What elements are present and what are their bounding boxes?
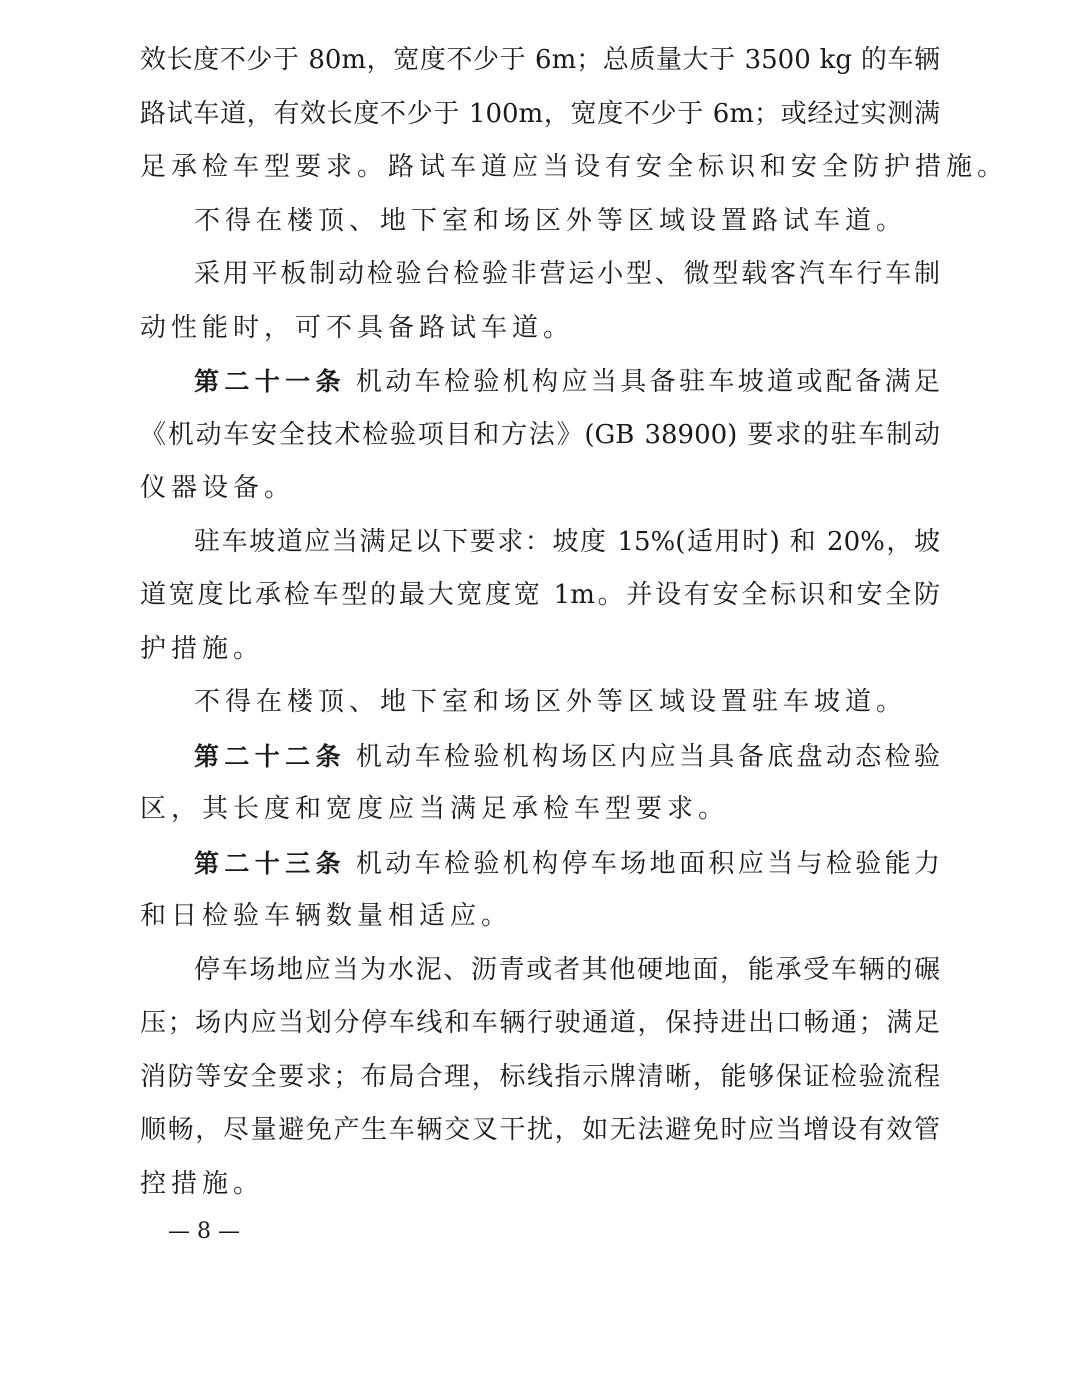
- text-line: 足承检车型要求。路试车道应当设有安全标识和安全防护措施。: [140, 152, 1009, 182]
- text-line: 路试车道，有效长度不少于 100m，宽度不少于 6m；或经过实测满: [140, 98, 940, 129]
- text-line: 区，其长度和宽度应当满足承检车型要求。: [140, 794, 730, 824]
- text-line: 停车场地应当为水泥、沥青或者其他硬地面，能承受车辆的碾: [194, 954, 940, 985]
- text-line: 机动车检验机构停车场地面积应当与检验能力: [355, 848, 940, 879]
- text-line: 道宽度比承检车型的最大宽度宽 1m。并设有安全标识和安全防: [140, 580, 940, 610]
- text-line: 控措施。: [140, 1168, 265, 1199]
- document-body: [140, 34, 1009, 1211]
- text-line: 仪器设备。: [140, 473, 296, 503]
- text-line: 不得在楼顶、地下室和场区外等区域设置驻车坡道。: [194, 687, 908, 717]
- page-number: — 8 —: [168, 1219, 240, 1244]
- text-line: 驻车坡道应当满足以下要求：坡度 15%(适用时) 和 20%，坡: [194, 526, 940, 557]
- text-line: 消防等安全要求；布局合理，标线指示牌清晰，能够保证检验流程: [140, 1061, 940, 1092]
- text-line: 机动车检验机构场区内应当具备底盘动态检验: [355, 741, 940, 772]
- article-23-line: [140, 837, 940, 891]
- text-line: 顺畅，尽量避免产生车辆交叉干扰，如无法避免时应当增设有效管: [140, 1115, 940, 1145]
- text-line: 采用平板制动检验台检验非营运小型、微型载客汽车行车制: [194, 259, 940, 289]
- text-line: 《机动车安全技术检验项目和方法》(GB 38900) 要求的驻车制动: [140, 419, 940, 450]
- text-line: 和日检验车辆数量相适应。: [140, 901, 513, 931]
- article-23-heading: 第二十三条: [194, 848, 346, 878]
- article-22-line: [140, 730, 940, 784]
- text-line: 不得在楼顶、地下室和场区外等区域设置路试车道。: [194, 205, 908, 236]
- article-21-heading: 第二十一条: [194, 367, 346, 396]
- text-line: 效长度不少于 80m，宽度不少于 6m；总质量大于 3500 kg 的车辆: [140, 45, 940, 75]
- text-line: 动性能时，可不具备路试车道。: [140, 312, 575, 343]
- text-line: 护措施。: [140, 633, 265, 664]
- article-21-line: [140, 355, 940, 409]
- text-line: 压；场内应当划分停车线和车辆行驶通道，保持进出口畅通；满足: [140, 1008, 940, 1038]
- article-22-heading: 第二十二条: [194, 741, 346, 771]
- text-line: 机动车检验机构应当具备驻车坡道或配备满足: [355, 367, 940, 397]
